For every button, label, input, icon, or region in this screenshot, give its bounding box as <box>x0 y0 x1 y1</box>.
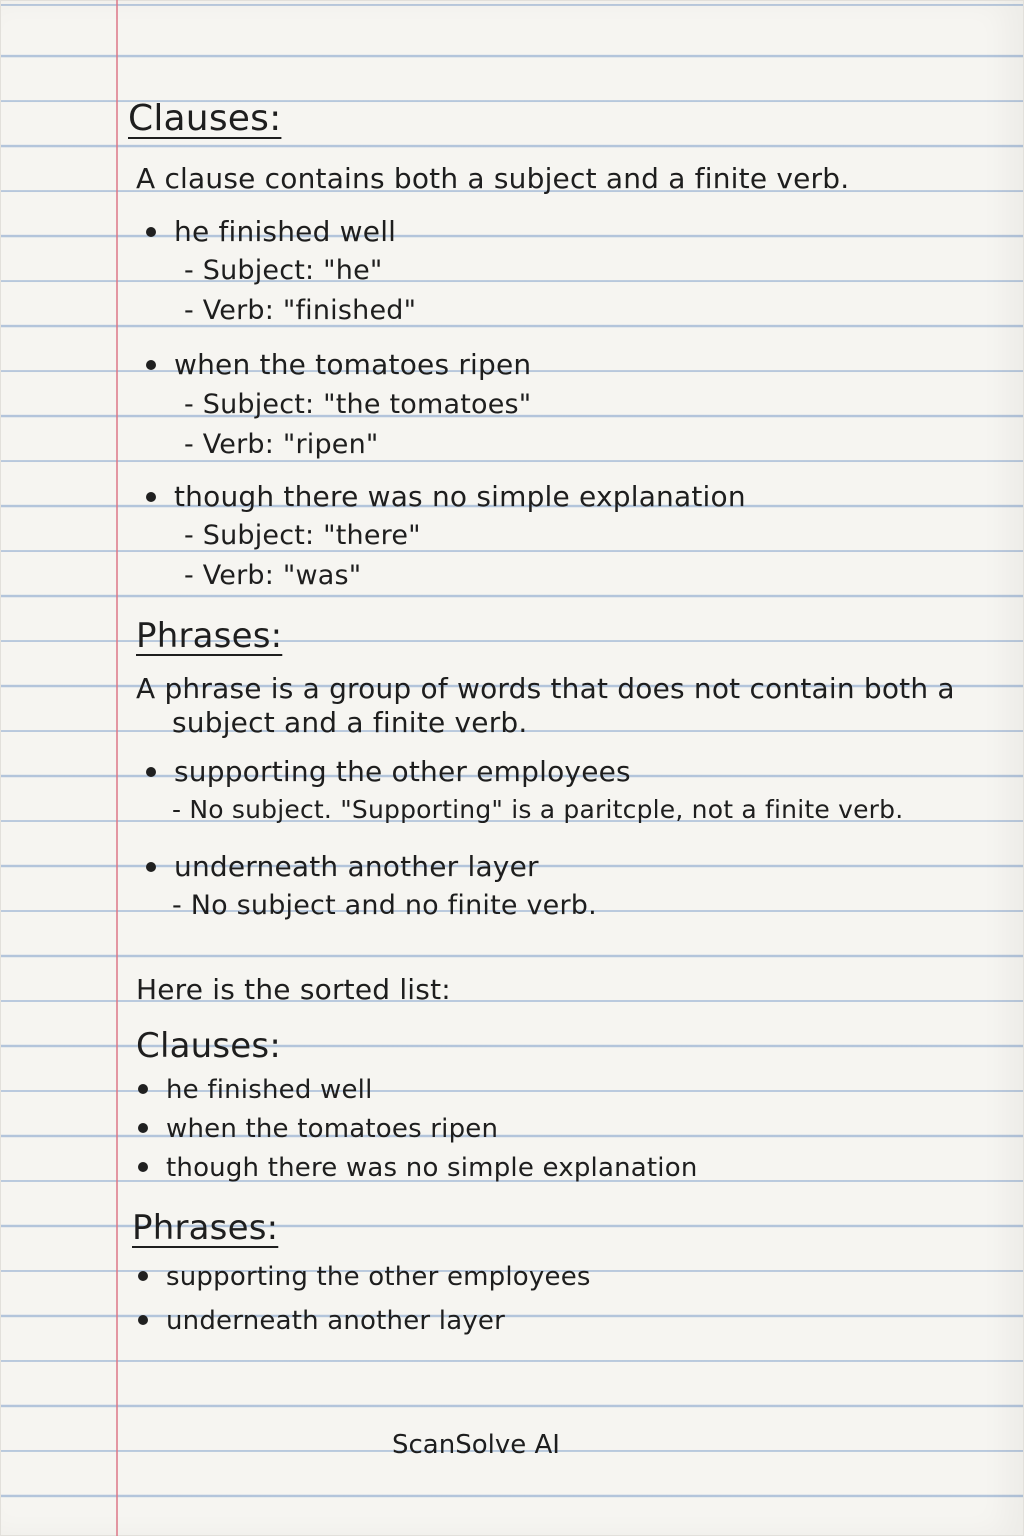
sorted-clause-2-text: when the tomatoes ripen <box>166 1114 499 1144</box>
bullet-icon <box>146 227 156 237</box>
bullet-icon <box>146 767 156 777</box>
phrase-example-1-text: supporting the other employees <box>174 755 631 788</box>
clauses-heading: Clauses: <box>128 98 282 139</box>
bullet-icon <box>138 1162 148 1172</box>
phrase-example-2 <box>146 850 539 883</box>
clause-example-1 <box>146 215 396 248</box>
clause-example-3 <box>146 480 746 513</box>
bullet-icon <box>138 1123 148 1133</box>
bullet-icon <box>138 1084 148 1094</box>
bullet-icon <box>138 1271 148 1281</box>
bullet-icon <box>146 492 156 502</box>
margin-line <box>116 0 118 1536</box>
phrases-definition-line-1: A phrase is a group of words that does not contain both a <box>136 672 955 705</box>
sorted-phrase-2-text: underneath another layer <box>166 1306 506 1336</box>
clause-example-1-text: he finished well <box>174 215 397 248</box>
clause-example-2 <box>146 348 531 381</box>
phrase-example-1 <box>146 755 631 788</box>
clauses-definition: A clause contains both a subject and a finite verb. <box>136 162 850 195</box>
bullet-icon <box>146 862 156 872</box>
phrases-heading: Phrases: <box>136 616 283 656</box>
bullet-icon <box>138 1315 148 1325</box>
sorted-clauses-heading: Clauses: <box>136 1026 281 1066</box>
sorted-phrase-1 <box>138 1262 591 1292</box>
phrase-example-2-note: - No subject and no finite verb. <box>172 890 597 921</box>
clause-example-2-text: when the tomatoes ripen <box>174 348 532 381</box>
clause-example-1-verb: - Verb: "finished" <box>184 295 417 326</box>
sorted-list-intro: Here is the sorted list: <box>136 973 451 1006</box>
sorted-phrase-1-text: supporting the other employees <box>166 1262 591 1292</box>
sorted-phrase-2 <box>138 1306 505 1336</box>
clause-example-3-subject: - Subject: "there" <box>184 520 421 551</box>
sorted-clause-1-text: he finished well <box>166 1075 373 1105</box>
phrase-example-2-text: underneath another layer <box>174 850 539 883</box>
sorted-phrases-heading: Phrases: <box>132 1208 279 1248</box>
bullet-icon <box>146 360 156 370</box>
phrases-definition-line-2: subject and a finite verb. <box>172 706 528 739</box>
sorted-clause-2 <box>138 1114 498 1144</box>
clause-example-1-subject: - Subject: "he" <box>184 255 383 286</box>
footer-brand: ScanSolve AI <box>392 1430 560 1460</box>
sorted-clause-3-text: though there was no simple explanation <box>166 1153 698 1183</box>
clause-example-3-verb: - Verb: "was" <box>184 560 362 591</box>
clause-example-2-verb: - Verb: "ripen" <box>184 429 379 460</box>
clause-example-3-text: though there was no simple explanation <box>174 480 746 513</box>
sorted-clause-3 <box>138 1153 698 1183</box>
phrase-example-1-note: - No subject. "Supporting" is a paritcple, not a finite verb. <box>172 795 904 824</box>
clause-example-2-subject: - Subject: "the tomatoes" <box>184 389 532 420</box>
sorted-clause-1 <box>138 1075 373 1105</box>
